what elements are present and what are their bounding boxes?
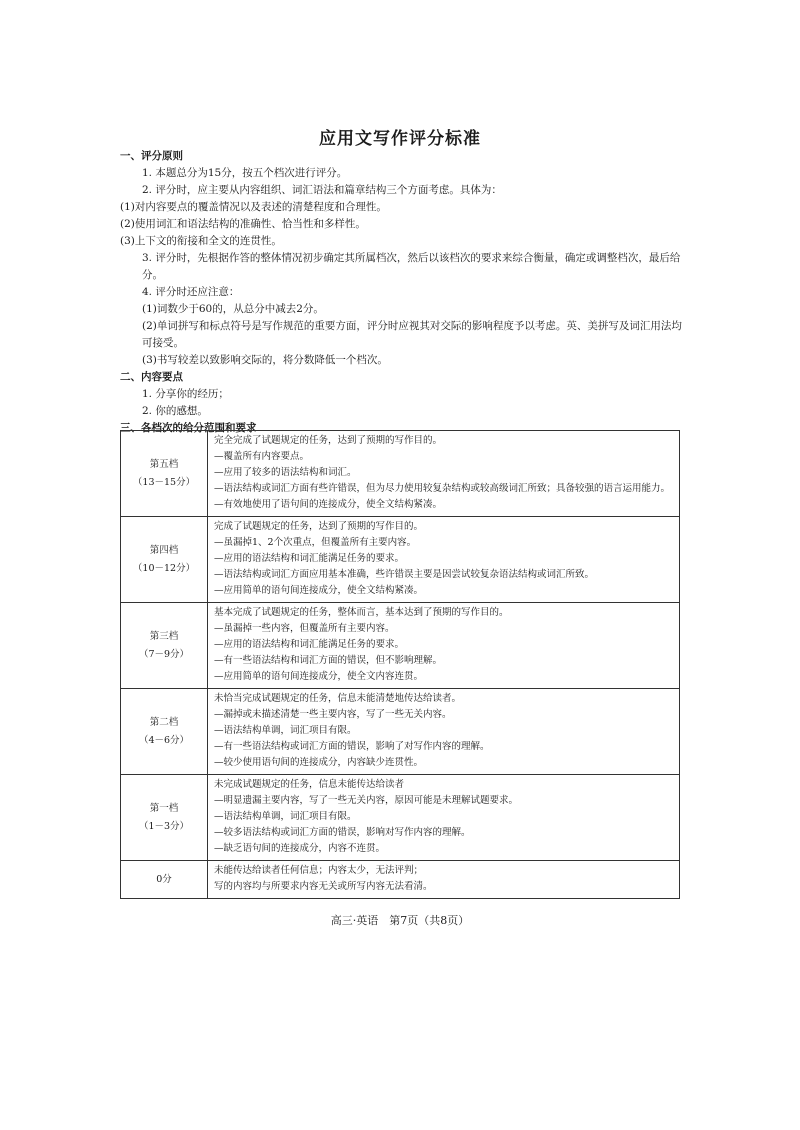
grade-criterion-line: 未完成试题规定的任务，信息未能传达给读者	[214, 779, 405, 790]
principle-2-item: (3)上下文的衔接和全文的连贯性。	[120, 235, 282, 247]
grade-criterion-line: 完成了试题规定的任务，达到了预期的写作目的。	[214, 521, 424, 532]
grade-row	[121, 689, 680, 775]
grade-criterion-line: 未能传达给读者任何信息；内容太少，无法评判；	[214, 865, 424, 876]
principle-4-item: (2)单词拼写和标点符号是写作规范的重要方面，评分时应视其对交际的影响程度予以考虑。英、美拼写及词汇用法均可接受。	[142, 320, 682, 349]
grading-table-body	[121, 431, 680, 899]
page-footer: 高三·英语 第7页（共8页）	[330, 914, 470, 927]
grade-level-label: 第四档	[149, 544, 179, 556]
content-point: 2. 你的感想。	[142, 405, 208, 417]
grade-score-range: （7－9分）	[138, 648, 190, 660]
grade-row	[121, 517, 680, 603]
principle-2-item: (1)对内容要点的覆盖情况以及表述的清楚程度和合理性。	[120, 201, 387, 213]
grade-description-cell	[208, 775, 680, 861]
grade-row	[121, 775, 680, 861]
grade-criterion-line: —应用简单的语句间连接成分，使全文结构紧凑。	[214, 585, 424, 596]
grade-description-cell	[208, 861, 680, 899]
grade-criterion-line: —明显遗漏主要内容，写了一些无关内容，原因可能是未理解试题要求。	[214, 795, 519, 806]
section-heading-grades: 三、各档次的给分范围和要求	[120, 422, 257, 434]
grade-level-cell	[121, 861, 208, 899]
page-title: 应用文写作评分标准	[319, 129, 481, 149]
grade-criterion-line: —缺乏语句间的连接成分，内容不连贯。	[214, 843, 386, 854]
grading-table	[120, 430, 680, 899]
content-point: 1. 分享你的经历；	[142, 388, 229, 400]
grade-row	[121, 603, 680, 689]
principle-4: 4. 评分时还应注意：	[142, 286, 240, 298]
grade-criterion-line: —漏掉或未描述清楚一些主要内容，写了一些无关内容。	[214, 709, 452, 720]
section-heading-content-points: 二、内容要点	[120, 371, 183, 383]
grade-row	[121, 861, 680, 899]
principle-2-item: (2)使用词汇和语法结构的准确性、恰当性和多样性。	[120, 218, 366, 230]
grade-criterion-line: —较少使用语句间的连接成分，内容缺少连贯性。	[214, 757, 424, 768]
grade-level-label: 第二档	[149, 716, 179, 728]
grade-level-label: 第三档	[149, 630, 179, 642]
principles-section	[120, 148, 682, 437]
grade-criterion-line: 未恰当完成试题规定的任务，信息未能清楚地传达给读者。	[214, 693, 462, 704]
grade-criterion-line: —有一些语法结构或词汇方面的错误，影响了对写作内容的理解。	[214, 741, 490, 752]
principle-4-item: (3)书写较差以致影响交际的，将分数降低一个档次。	[142, 354, 388, 366]
grade-criterion-line: —较多语法结构或词汇方面的错误，影响对写作内容的理解。	[214, 827, 471, 838]
section-heading-principles: 一、评分原则	[120, 150, 183, 162]
grade-criterion-line: —应用的语法结构和词汇能满足任务的要求。	[214, 639, 405, 650]
principle-1: 1. 本题总分为15分，按五个档次进行评分。	[142, 167, 348, 179]
grade-criterion-line: —语法结构单调，词汇项目有限。	[214, 811, 357, 822]
grade-criterion-line: —虽漏掉1、2个次重点，但覆盖所有主要内容。	[214, 537, 417, 548]
grade-criterion-line: —覆盖所有内容要点。	[214, 451, 310, 462]
grade-level-label: 第五档	[149, 458, 179, 470]
grade-criterion-line: —虽漏掉一些内容，但覆盖所有主要内容。	[214, 623, 395, 634]
grade-description-cell	[208, 689, 680, 775]
grade-score-range: （4－6分）	[138, 734, 190, 746]
grade-criterion-line: —语法结构或词汇方面有些许错误，但为尽力使用较复杂结构或较高级词汇所致；具备较强的语言运用能力。	[214, 483, 671, 494]
grade-criterion-line: —有一些语法结构和词汇方面的错误，但不影响理解。	[214, 655, 443, 666]
grade-level-cell	[121, 775, 208, 861]
grade-criterion-line: 完全完成了试题规定的任务，达到了预期的写作目的。	[214, 435, 443, 446]
grade-criterion-line: —应用的语法结构和词汇能满足任务的要求。	[214, 553, 405, 564]
grade-criterion-line: —语法结构或词汇方面应用基本准确，些许错误主要是因尝试较复杂语法结构或词汇所致。	[214, 569, 595, 580]
grade-level-cell	[121, 689, 208, 775]
grade-level-cell	[121, 431, 208, 517]
principle-2: 2. 评分时，应主要从内容组织、词汇语法和篇章结构三个方面考虑。具体为：	[142, 184, 502, 196]
grade-description-cell	[208, 603, 680, 689]
grade-criterion-line: 基本完成了试题规定的任务，整体而言，基本达到了预期的写作目的。	[214, 607, 509, 618]
grade-description-cell	[208, 517, 680, 603]
principle-4-item: (1)词数少于60的，从总分中减去2分。	[142, 303, 324, 315]
grade-score-range: （13－15分）	[132, 476, 196, 488]
grade-level-cell	[121, 603, 208, 689]
grade-criterion-line: —应用简单的语句间连接成分，使全文内容连贯。	[214, 671, 424, 682]
grade-criterion-line: 写的内容均与所要求内容无关或所写内容无法看清。	[214, 881, 433, 892]
grade-description-cell	[208, 431, 680, 517]
grade-level-label: 0分	[156, 873, 172, 885]
grade-criterion-line: —语法结构单调，词汇项目有限。	[214, 725, 357, 736]
grade-score-range: （1－3分）	[138, 820, 190, 832]
grade-score-range: （10－12分）	[132, 562, 196, 574]
grade-criterion-line: —有效地使用了语句间的连接成分，使全文结构紧凑。	[214, 499, 443, 510]
grade-level-cell	[121, 517, 208, 603]
grade-level-label: 第一档	[149, 802, 179, 814]
grade-row	[121, 431, 680, 517]
grade-criterion-line: —应用了较多的语法结构和词汇。	[214, 467, 357, 478]
principle-3: 3. 评分时，先根据作答的整体情况初步确定其所属档次，然后以该档次的要求来综合衡量，确定或调整档次，最后给分。	[142, 252, 681, 281]
